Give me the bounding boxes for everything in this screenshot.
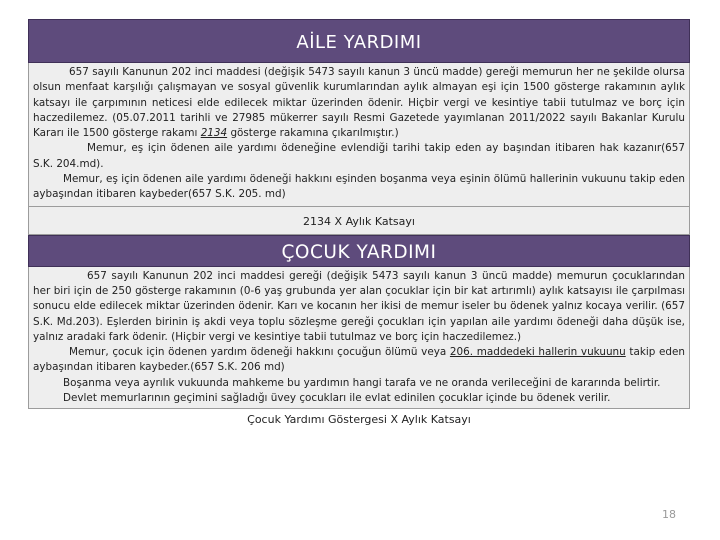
page-number: 18 (662, 508, 676, 521)
cocuk-paragraph-2: Memur, çocuk için ödenen yardım ödeneği hakkını çocuğun ölümü veya 206. maddedeki hallerin vukuunu takip eden aybaşından itibaren kaybeder.(657 S.K. 206 md) (33, 346, 685, 374)
aile-paragraph-2: Memur, eş için ödenen aile yardımı ödeneğine evlendiği tarihi takip eden ay başından itibaren hak kazanır(657 S.K. 204.md). (33, 142, 685, 170)
slide-content (28, 19, 690, 431)
aile-formula: 2134 X Aylık Katsayı (28, 207, 690, 235)
aile-yardimi-text (28, 63, 690, 207)
cocuk-formula: Çocuk Yardımı Göstergesi X Aylık Katsayı (247, 413, 471, 427)
cocuk-paragraph-1: 657 sayılı Kanunun 202 inci maddesi gereği (değişik 5473 sayılı kanun 3 üncü madde) memurun çocuklarından her biri için de 250 gösterge rakamının (0-6 yaş grubunda yer alan çocuklar için bir kat artırımlı) aylık katsayısı ile çarpılması sonucu elde edilecek miktar üzerinden ödenir. Karı ve kocanın her ikisi de memur iseler bu ödenek yalnız kocaya verilir. (657 S.K. Md.203). Eşlerden birinin iş akdi veya toplu sözleşme gereği çocukları için yapılan aile yardımı ödeneği daha düşük ise, yalnız aradaki fark ödenir. (Hiçbir vergi ve kesintiye tabii tutulmaz ve borç için haczedilemez.) (33, 269, 685, 343)
section-title-aile-yardimi: AİLE YARDIMI (28, 19, 690, 63)
section-title-cocuk-yardimi: ÇOCUK YARDIMI (28, 235, 690, 267)
aile-paragraph-3: Memur, eş için ödenen aile yardımı ödeneği hakkını eşinden boşanma veya eşinin ölümü hallerinin vukuunu takip eden aybaşından itibaren kaybeder(657 S.K. 205. md) (33, 173, 685, 201)
madde-206-link: 206. maddedeki hallerin vukuunu (449, 346, 626, 359)
cocuk-yardimi-text (28, 267, 690, 410)
aile-paragraph-1: 657 sayılı Kanunun 202 inci maddesi (değişik 5473 sayılı kanun 3 üncü madde) gereği memurun her ne şekilde olursa olsun menfaat karşılığı çalışmayan ve sosyal güvenlik kurumlarından aylık almayan eşi için 1500 gösterge rakamının aylık katsayı ile çarpımının neticesi elde edilecek miktar üzerinden ödenir. Hiçbir vergi ve kesintiye tabii tutulmaz ve borç için haczedilemez. (05.07.2011 tarihli ve 27985 mükerrer sayılı Resmi Gazetede yayımlanan 2011/2022 sayılı Bakanlar Kurulu Kararı ile 1500 gösterge rakamı 2134 gösterge rakamına çıkarılmıştır.) (33, 66, 685, 140)
gosterge-2134: 2134 (200, 127, 228, 140)
cocuk-paragraph-4: Devlet memurlarının geçimini sağladığı üvey çocukları ile evlat edinilen çocuklar içinde bu ödenek verilir. (63, 392, 611, 405)
cocuk-paragraph-3: Boşanma veya ayrılık vukuunda mahkeme bu yardımın hangi tarafa ve ne oranda verileceğini de kararında belirtir. (63, 376, 661, 389)
